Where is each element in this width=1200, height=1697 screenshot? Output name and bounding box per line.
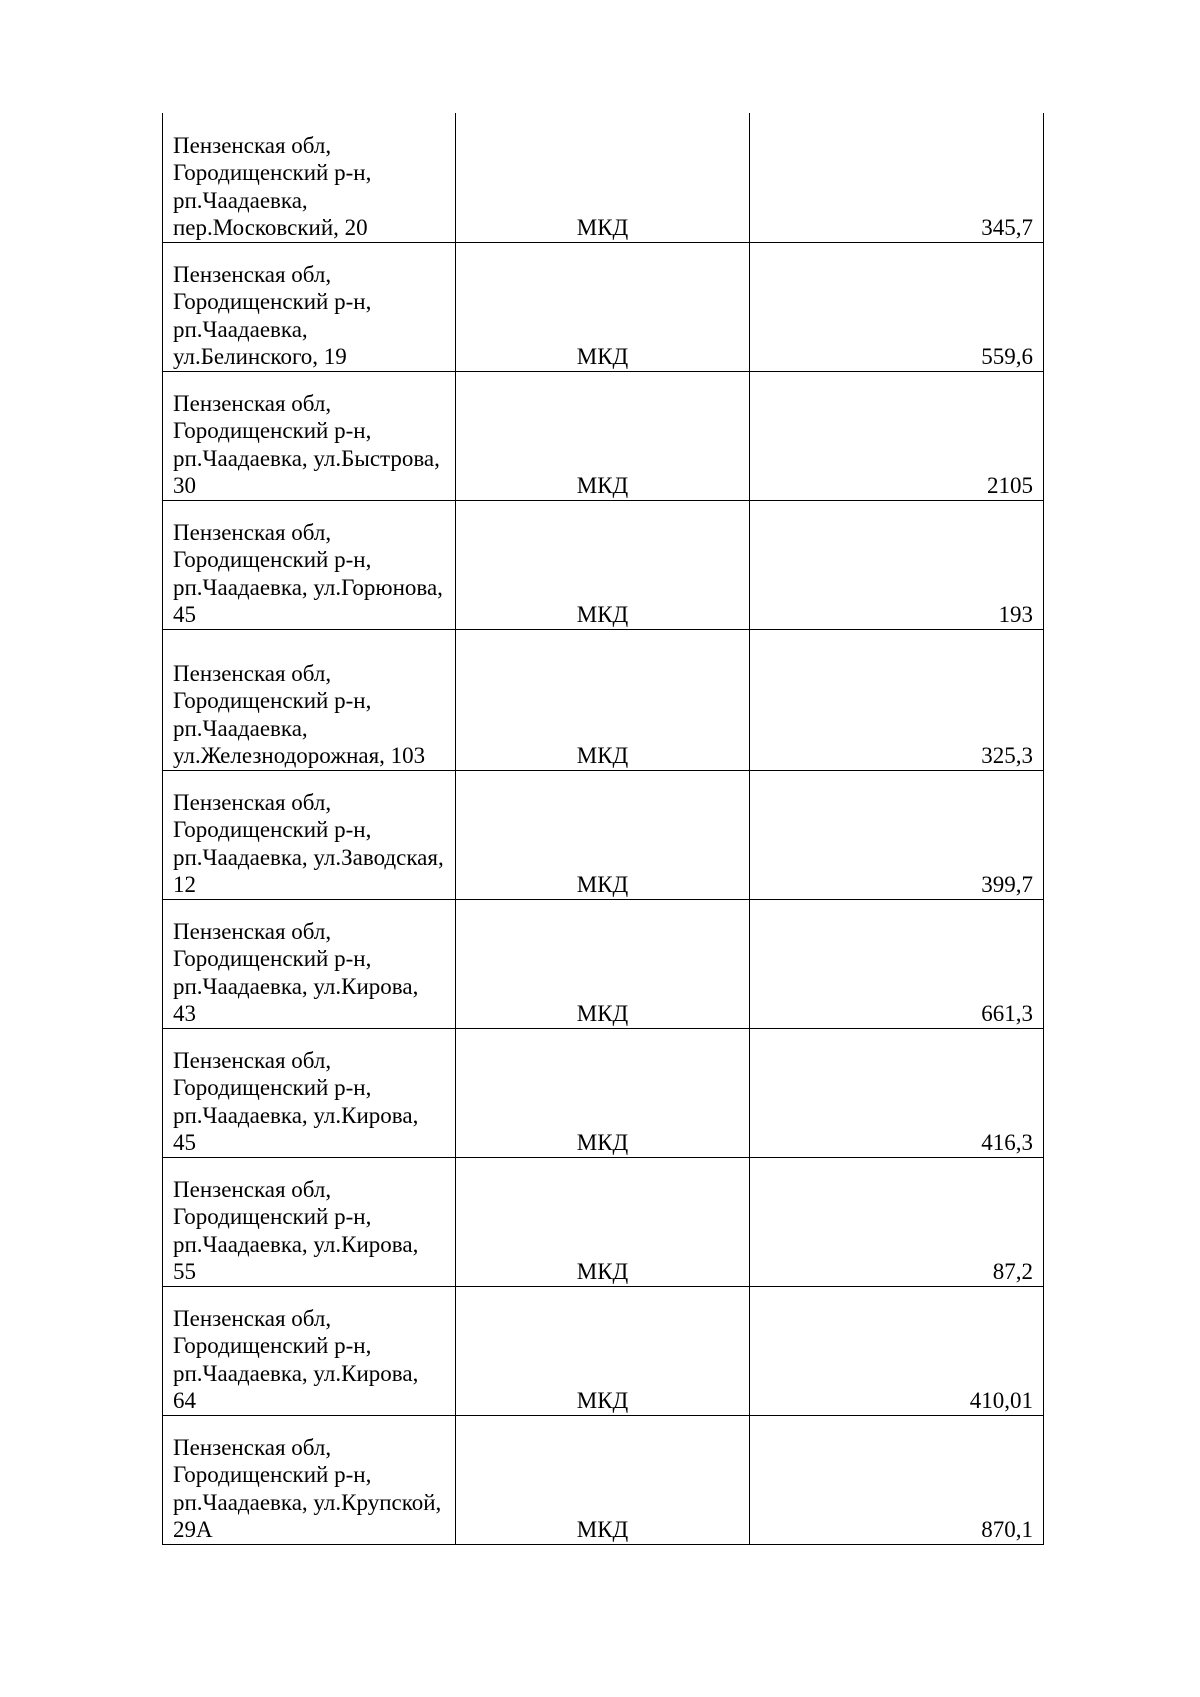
address-cell — [163, 371, 456, 500]
table-row — [163, 1157, 1044, 1286]
area-cell: 416,3 — [750, 1028, 1044, 1157]
area-cell: 410,01 — [750, 1286, 1044, 1415]
building-type-cell: МКД — [456, 371, 750, 500]
address-cell — [163, 1415, 456, 1544]
address-text: Пензенская обл, Городищенский р-н, рп.Чаадаевка, пер.Московский, 20 — [173, 132, 372, 240]
address-cell — [163, 242, 456, 371]
area-cell: 87,2 — [750, 1157, 1044, 1286]
building-type-cell: МКД — [456, 500, 750, 629]
table-row — [163, 113, 1044, 242]
table-row — [163, 242, 1044, 371]
address-text: Пензенская обл, Городищенский р-н, рп.Чаадаевка, ул.Кирова, 43 — [173, 918, 419, 1026]
building-type-cell: МКД — [456, 1157, 750, 1286]
building-type-cell: МКД — [456, 1415, 750, 1544]
area-cell: 345,7 — [750, 113, 1044, 242]
building-type-cell: МКД — [456, 770, 750, 899]
area-cell: 193 — [750, 500, 1044, 629]
address-cell — [163, 500, 456, 629]
address-text: Пензенская обл, Городищенский р-н, рп.Чаадаевка, ул.Белинского, 19 — [173, 261, 372, 369]
address-text: Пензенская обл, Городищенский р-н, рп.Чаадаевка, ул.Заводская, 12 — [173, 789, 444, 897]
area-cell: 399,7 — [750, 770, 1044, 899]
address-cell — [163, 1286, 456, 1415]
building-type-cell: МКД — [456, 1028, 750, 1157]
address-text: Пензенская обл, Городищенский р-н, рп.Чаадаевка, ул.Горюнова, 45 — [173, 519, 443, 627]
address-cell — [163, 629, 456, 770]
address-text: Пензенская обл, Городищенский р-н, рп.Чаадаевка, ул.Кирова, 64 — [173, 1305, 419, 1413]
building-type-cell: МКД — [456, 1286, 750, 1415]
table-row — [163, 500, 1044, 629]
building-type-cell: МКД — [456, 629, 750, 770]
table-row — [163, 899, 1044, 1028]
address-text: Пензенская обл, Городищенский р-н, рп.Чаадаевка, ул.Крупской, 29А — [173, 1434, 442, 1542]
address-cell — [163, 899, 456, 1028]
housing-registry-table — [162, 113, 1044, 1545]
address-cell — [163, 1157, 456, 1286]
area-cell: 325,3 — [750, 629, 1044, 770]
address-cell — [163, 113, 456, 242]
table-row — [163, 1286, 1044, 1415]
table-row — [163, 1415, 1044, 1544]
table-row — [163, 371, 1044, 500]
address-cell — [163, 770, 456, 899]
table-row — [163, 1028, 1044, 1157]
building-type-cell: МКД — [456, 899, 750, 1028]
area-cell: 559,6 — [750, 242, 1044, 371]
area-cell: 2105 — [750, 371, 1044, 500]
address-text: Пензенская обл, Городищенский р-н, рп.Чаадаевка, ул.Быстрова, 30 — [173, 390, 440, 498]
address-text: Пензенская обл, Городищенский р-н, рп.Чаадаевка, ул.Железнодорожная, 103 — [173, 660, 426, 768]
table-row — [163, 770, 1044, 899]
table-row — [163, 629, 1044, 770]
building-type-cell: МКД — [456, 113, 750, 242]
address-cell — [163, 1028, 456, 1157]
area-cell: 870,1 — [750, 1415, 1044, 1544]
address-text: Пензенская обл, Городищенский р-н, рп.Чаадаевка, ул.Кирова, 55 — [173, 1176, 419, 1284]
address-text: Пензенская обл, Городищенский р-н, рп.Чаадаевка, ул.Кирова, 45 — [173, 1047, 419, 1155]
area-cell: 661,3 — [750, 899, 1044, 1028]
building-type-cell: МКД — [456, 242, 750, 371]
